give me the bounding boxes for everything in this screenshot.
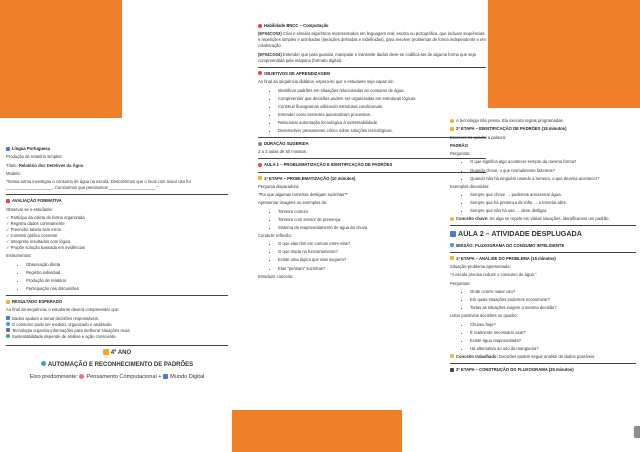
star-icon [450, 256, 454, 260]
star-icon [450, 127, 454, 131]
list-item: • O que muda no funcionamento? [278, 249, 486, 255]
list-item: • Sempre que há presença de mão → a torneira abre. [470, 200, 636, 206]
list-item: • Torneira comum [278, 209, 486, 215]
decisions-label: Listar possíveis decisões no quadro: [450, 313, 518, 319]
checklist [6, 215, 228, 252]
lesson1-heading: AULA 1 – PROBLEMATIZAÇÃO E IDENTIFICAÇÃO DE PADRÕES [264, 162, 393, 168]
column-left [6, 146, 228, 382]
check-item: ✓ Propõe solução baseada em evidências [6, 245, 85, 251]
water-drop-icon [6, 322, 10, 326]
model-label: Modelo: [6, 170, 21, 176]
divider [450, 363, 636, 364]
divider [6, 345, 228, 346]
orange-block-top-left [0, 0, 122, 118]
list-item: • É realmente necessário usar? [470, 330, 636, 336]
expected-item: O consumo pode ser medido, organizado e analisado. [12, 321, 113, 327]
board-label: Escrever no quadro a palavra: [450, 134, 507, 140]
list-item: • Relacionar automação tecnológica à sustentabilidade. [278, 120, 486, 126]
bar-chart-icon [6, 316, 10, 320]
concept-key-text: Se algo se repete em várias situações, identificamos um padrão. [488, 216, 610, 222]
drop-icon [41, 361, 46, 366]
stage1-heading: 1ª ETAPA – PROBLEMATIZAÇÃO (10 minutos) [264, 175, 356, 181]
pin-icon [258, 163, 262, 167]
computer-icon [450, 231, 456, 237]
orange-square-icon [103, 349, 109, 355]
list-item: • Sempre que chove → podemos armazenar água. [470, 192, 636, 198]
concept2-label: Conceito trabalhado: [456, 353, 498, 359]
list-item: • Produção de relatório [26, 278, 228, 284]
list-item: • Identificar padrões em situações relacionadas ao consumo de água. [278, 88, 486, 94]
trigger-question: "Por que algumas torneiras desligam sozinhas?" [258, 192, 349, 198]
target-icon [258, 24, 262, 28]
axis-digital: Mundo Digital [170, 374, 205, 381]
examples-discussed [450, 192, 636, 214]
check-item: ✓ Interpreta resultados com lógica [6, 239, 71, 245]
situation-label: Situação-problema apresentada: [450, 264, 511, 270]
list-item: • Elas "pensam" sozinhas? [278, 266, 486, 272]
chart-icon [6, 199, 10, 203]
observe-label: Observar se o estudante: [6, 206, 54, 212]
computer-icon [6, 328, 10, 332]
list-item: • Quando não há ninguém usando a torneira, o que deveria acontecer? [470, 176, 636, 182]
expected-intro: Ao final da sequência, o estudante deverá compreender que: [6, 307, 120, 313]
present-label: Apresentar imagens ou exemplos de: [258, 200, 328, 206]
list-item: • Entender como sensores automatizam processos. [278, 112, 486, 118]
pattern-word: PADRÃO [450, 142, 468, 148]
lesson2-heading: AULA 2 – ATIVIDADE DESPLUGADA [458, 229, 582, 239]
grade-label: 4º ANO [110, 350, 132, 357]
list-item: • Sempre que não há uso → deve desligar. [470, 208, 636, 214]
list-item: • O que significa algo acontecer sempre da mesma forma? [470, 159, 636, 165]
model-text: "Nossa turma investigou o consumo de água na escola. Descobrimos que o local com maior uso foi ____________________. Concluímos que precisamos ____________________." [6, 179, 191, 191]
book-icon [6, 147, 10, 151]
skill-code: (EF04CO03) [258, 31, 282, 37]
divider [6, 194, 228, 195]
expected-item: Tecnologia organiza informações para melhorar situações reais. [12, 327, 131, 333]
list-item: • Sistema de reaproveitamento de água da chuva [278, 225, 486, 231]
concept-label: Introduzir conceito: [258, 273, 294, 279]
expected-item: Sustentabilidade depende de análise e ação consciente. [12, 333, 117, 339]
list-item: • Todas as situações exigem a mesma decisão? [470, 305, 636, 311]
axis-computational: Pensamento Computacional [86, 374, 157, 381]
lightbulb-icon [450, 119, 454, 123]
check-item: ✓ Constrói gráfico coerente [6, 233, 58, 239]
duration-heading: DURAÇÃO SUGERIDA [264, 141, 309, 147]
list-item: • Registro individual [26, 270, 228, 276]
divider [450, 225, 636, 226]
list-item: • Em quais situações podemos economizar? [470, 297, 636, 303]
list-item: • Onde ocorre maior uso? [470, 289, 636, 295]
list-item: • Chuveu hoje? [470, 322, 636, 328]
arrow-icon [450, 368, 454, 372]
expected-list [6, 316, 228, 340]
column-right [450, 118, 636, 375]
trigger-label: Pergunta disparadora: [258, 183, 300, 189]
objectives-intro: Ao final da sequência didática, espera-se que o estudante seja capaz de: [258, 79, 394, 85]
lightbulb-icon [450, 217, 454, 221]
drop-icon [450, 243, 454, 247]
list-item: • Compreender que decisões podem ser organizadas em estruturas lógicas. [278, 96, 486, 102]
axis-separator: + [156, 374, 164, 381]
orange-block-bottom-center [232, 410, 402, 452]
expected-item: Dados ajudam a tomar decisões responsáveis. [12, 315, 100, 321]
divider [258, 67, 486, 68]
list-item: • Construir fluxogramas utilizando estruturas condicionais. [278, 104, 486, 110]
brain-icon [79, 374, 84, 379]
axis-label: Eixo predominante: [29, 374, 80, 381]
mission-heading: MISSÃO: FLUXOGRAMA DO CONSUMO INTELIGENTE [456, 242, 565, 248]
situation-text: "A escola precisa reduzir o consumo de água." [450, 272, 537, 278]
list-item: • O que elas têm em comum entre elas? [278, 241, 486, 247]
decisions-list [450, 322, 636, 352]
stage2b-heading: 2ª ETAPA – CONSTRUÇÃO DO FLUXOGRAMA (25 minutos) [456, 367, 574, 373]
skill-text: Criar e simular algoritmos representados em linguagem oral, escrita ou pictográfica, que incluam sequências e repetições simples e aninhadas (iterações definidas e indefinidas), para resolver problemas de forma independente e em colaboração. [258, 31, 486, 49]
skill-text: Entender que para guardar, manipular e transmitir dados deve-se codificá-los de alguma forma que seja compreendida pela máquina (formato digital). [258, 51, 476, 63]
concept-key-label: Conceito chave: [456, 216, 489, 222]
list-item: • Existe água reaproveitada? [470, 338, 636, 344]
skill-code: (EF04CO04) [258, 51, 282, 57]
list-item: • Desenvolver pensamento crítico sobre soluções tecnológicas. [278, 128, 486, 134]
divider [450, 252, 636, 253]
lightbulb-icon [450, 354, 454, 358]
subject-heading: Língua Portuguesa [12, 146, 50, 151]
examples-label: Exemplos discutidos: [450, 183, 490, 189]
objectives-heading: OBJETIVOS DE APRENDIZAGEM [264, 70, 330, 76]
questions2-list [450, 289, 636, 311]
questions-label: Perguntas: [450, 151, 471, 157]
clock-icon [258, 142, 262, 146]
instruments-label: Instrumentos: [6, 253, 32, 259]
duration-text: 2 a 3 aulas de 50 minutos. [258, 149, 308, 155]
orange-block-top-right [488, 0, 640, 108]
list-item: • Observação direta [26, 262, 228, 268]
target-icon [258, 71, 262, 75]
globe-icon [6, 334, 10, 338]
check-item: ✓ Preenche tabela sem erros [6, 227, 61, 233]
check-item: ✓ Registra dados corretamente [6, 220, 65, 226]
list-item: • Participação nas discussões [26, 286, 228, 292]
questions2-label: Perguntas: [450, 280, 471, 286]
skills-heading: Habilidade BNCC – Computação [264, 23, 329, 28]
evaluation-heading: AVALIAÇÃO FORMATIVA [12, 198, 62, 204]
list-item: • Torneira com sensor de presença [278, 217, 486, 223]
side-tab-handle[interactable] [634, 426, 640, 438]
title-prefix: Título: [6, 162, 19, 168]
monitor-icon [163, 374, 168, 379]
questions-list [450, 159, 636, 181]
instruments-list [6, 262, 228, 292]
concept2-text: Decisões podem seguir análise de dados possíveis. [497, 353, 596, 359]
list-item: • Existe uma lógica que elas seguem? [278, 257, 486, 263]
star-icon [258, 176, 262, 180]
trophy-icon [6, 300, 10, 304]
lead-label: Conduzir reflexão: [258, 232, 292, 238]
list-item: • Há alternativa ao uso da mangueira? [470, 346, 636, 352]
list-item: • Quando chove, o que normalmente fazemos? [470, 168, 636, 174]
divider [6, 295, 228, 296]
stage1b-heading: 1ª ETAPA – ANÁLISE DO PROBLEMA (15 minutos) [456, 255, 556, 261]
check-item: ✓ Participa da coleta de forma organizada [6, 214, 85, 220]
report-title: Relatório dos Detetives da Água [18, 162, 84, 168]
note-text: A tecnologia não pensa. Ela executa regras programadas. [456, 118, 564, 123]
stage2-heading: 2ª ETAPA – IDENTIFICAÇÃO DE PADRÕES (15 minutos) [456, 126, 567, 132]
expected-heading: RESULTADO ESPERADO [12, 299, 63, 305]
production-label: Produção de relatório simples: [6, 154, 63, 160]
topic-banner: AUTOMAÇÃO E RECONHECIMENTO DE PADRÕES [47, 361, 194, 368]
